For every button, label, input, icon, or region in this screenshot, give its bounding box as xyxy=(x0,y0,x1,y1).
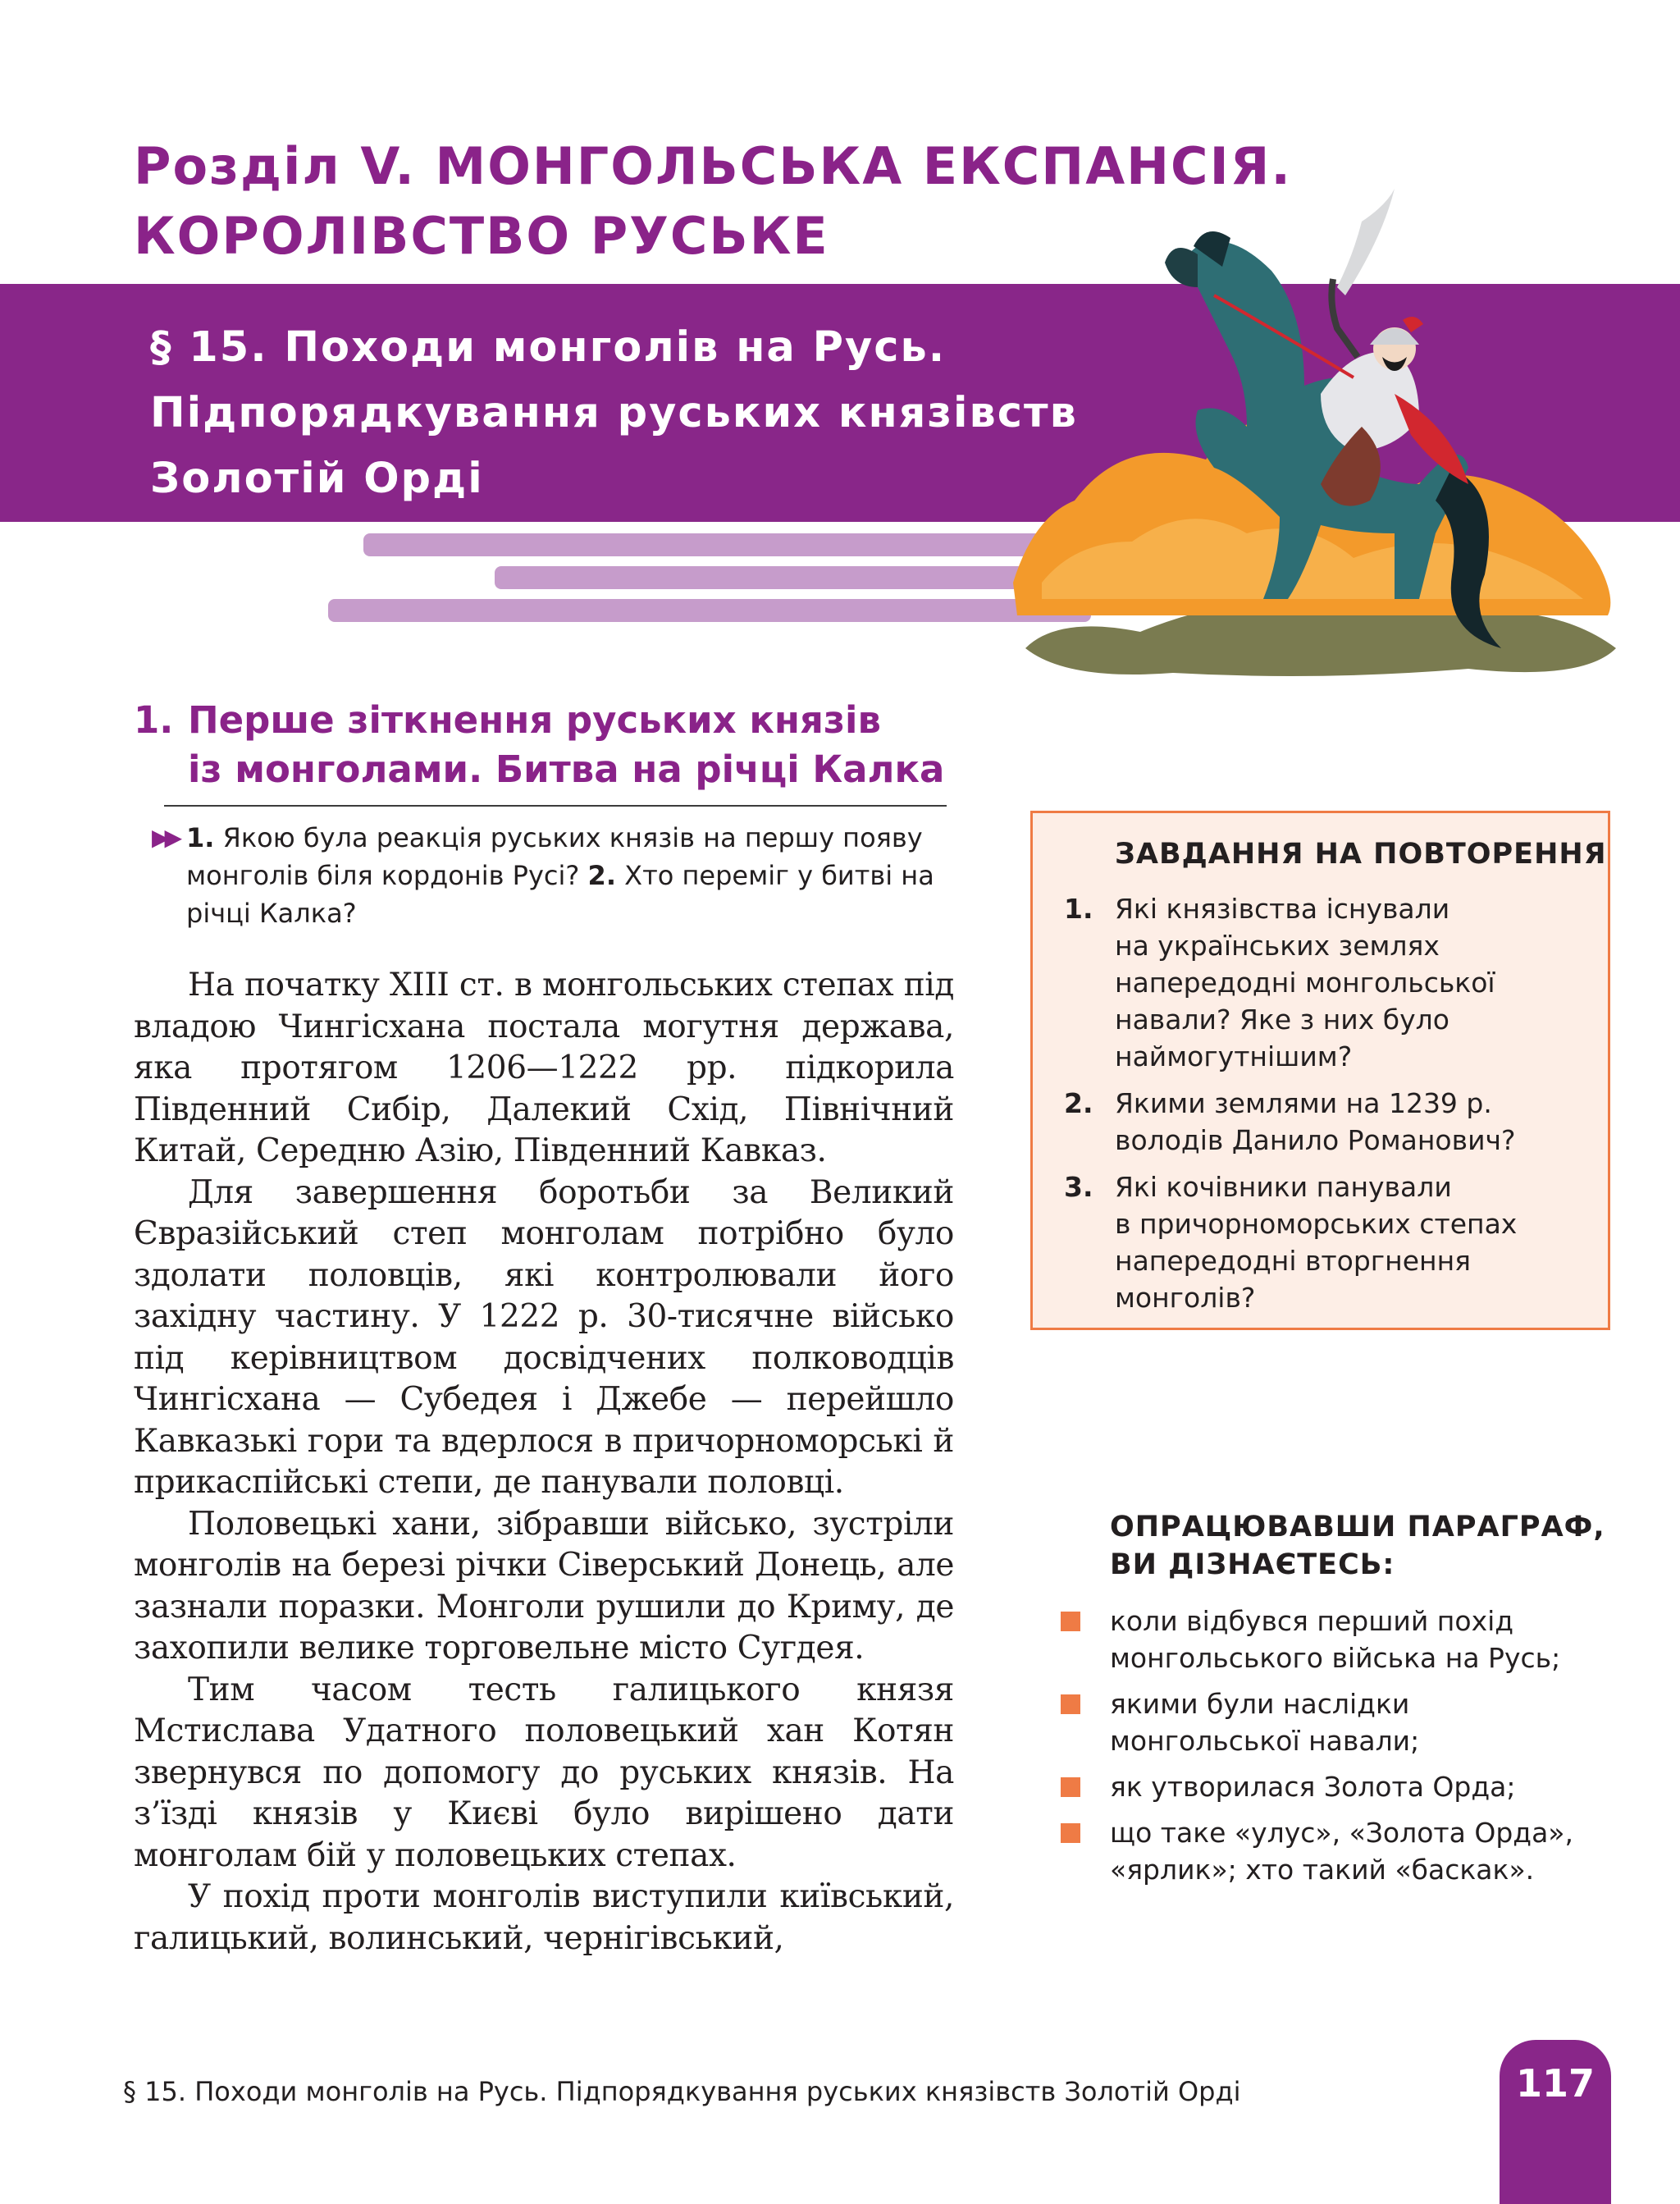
question-text: Хто переміг у битві на річці Калка? xyxy=(186,860,934,929)
main-text xyxy=(134,965,954,1959)
review-item xyxy=(1064,1085,1589,1159)
outcome-text: якими були наслідки монгольської навали; xyxy=(1110,1688,1420,1757)
running-footer: § 15. Походи монголів на Русь. Підпорядкування руських князівств Золотій Орді xyxy=(123,2076,1241,2107)
paragraph: На початку XIII ст. в монгольських степах під владою Чингісхана постала могутня держава, яка протягом 1206—1222 рр. підкорила Південний Сибір, Далекий Схід, Північний Китай, Середню Азію, Південний Кавказ. xyxy=(134,967,954,1169)
review-title: ЗАВДАННЯ НА ПОВТОРЕННЯ xyxy=(1115,838,1607,871)
divider-line xyxy=(164,805,947,807)
review-item-number: 1. xyxy=(1064,893,1093,925)
outcomes-list xyxy=(1058,1603,1632,1897)
review-item-number: 3. xyxy=(1064,1171,1093,1203)
question-number: 2. xyxy=(587,860,616,891)
square-bullet-icon xyxy=(1061,1694,1080,1714)
paragraph: Тим часом тесть галицького князя Мстислава Удатного половецький хан Котян звернувся по допомогу до руських князів. На з’їзді князів у Києві було вирішено дати монголам бій у половецьких степах. xyxy=(134,1671,954,1874)
review-item xyxy=(1064,890,1589,1075)
outcome-text: як утворилася Золота Орда; xyxy=(1110,1771,1516,1803)
outcome-text: коли відбувся перший похід монгольського війська на Русь; xyxy=(1110,1605,1561,1674)
review-list xyxy=(1064,890,1589,1326)
chapter-title: Розділ V. МОНГОЛЬСЬКА ЕКСПАНСІЯ. КОРОЛІВСТВО РУСЬКЕ xyxy=(134,136,1292,266)
lead-questions xyxy=(152,819,949,932)
question-number: 1. xyxy=(186,822,215,853)
subsection-number: 1. xyxy=(134,698,174,742)
question-text: Якою була реакція руських князів на першу появу монголів біля кордонів Русі? xyxy=(186,822,923,891)
square-bullet-icon xyxy=(1061,1612,1080,1631)
mongol-horseman-illustration xyxy=(1009,189,1632,681)
review-tasks-box xyxy=(1030,811,1610,1330)
double-arrow-icon: ▶▶ xyxy=(152,824,178,851)
review-item-text: Якими землями на 1239 р. володів Данило Романович? xyxy=(1115,1087,1516,1156)
decorative-stripe xyxy=(363,533,1102,556)
outcome-item xyxy=(1058,1603,1632,1676)
paragraph: Половецькі хани, зібравши військо, зустріли монголів на березі річки Сіверський Донець, але зазнали поразки. Монголи рушили до Криму, де захопили велике торговельне місто Сугдея. xyxy=(134,1505,954,1667)
section-title: § 15. Походи монголів на Русь. Підпорядкування руських князівств Золотій Орді xyxy=(150,323,1078,503)
square-bullet-icon xyxy=(1061,1777,1080,1797)
square-bullet-icon xyxy=(1061,1823,1080,1843)
outcome-text: що таке «улус», «Золота Орда», «ярлик»; хто такий «баскак». xyxy=(1110,1817,1573,1886)
subsection-title: Перше зіткнення руських князів із монголами. Битва на річці Калка xyxy=(188,698,945,791)
review-item-number: 2. xyxy=(1064,1087,1093,1119)
review-item-text: Які кочівники панували в причорноморських степах напередодні вторгнення монголів? xyxy=(1115,1171,1518,1314)
decorative-stripe xyxy=(328,599,1091,622)
outcomes-title: ОПРАЦЮВАВШИ ПАРАГРАФ, ВИ ДІЗНАЄТЕСЬ: xyxy=(1110,1511,1605,1581)
paragraph: У похід проти монголів виступили київський, галицький, волинський, чернігівський, xyxy=(134,1878,954,1957)
page-number: 117 xyxy=(1515,2061,1596,2106)
review-item xyxy=(1064,1168,1589,1316)
outcome-item xyxy=(1058,1768,1632,1805)
review-item-text: Які князівства існували на українських землях напередодні монгольської навали? Яке з них було наймогутнішим? xyxy=(1115,893,1495,1072)
outcome-item xyxy=(1058,1814,1632,1888)
paragraph: Для завершення боротьби за Великий Євразійський степ монголам потрібно було здолати половців, які контролювали його західну частину. У 1222 р. 30-тисячне військо під керівництвом досвідчених полководців Чингісхана — Субедея і Джебе — перейшло Кавказькі гори та вдерлося в причорноморські й прикаспійські степи, де панували половці. xyxy=(134,1173,954,1501)
outcome-item xyxy=(1058,1685,1632,1759)
page-number-tab xyxy=(1500,2040,1611,2204)
subsection-heading xyxy=(134,696,944,794)
